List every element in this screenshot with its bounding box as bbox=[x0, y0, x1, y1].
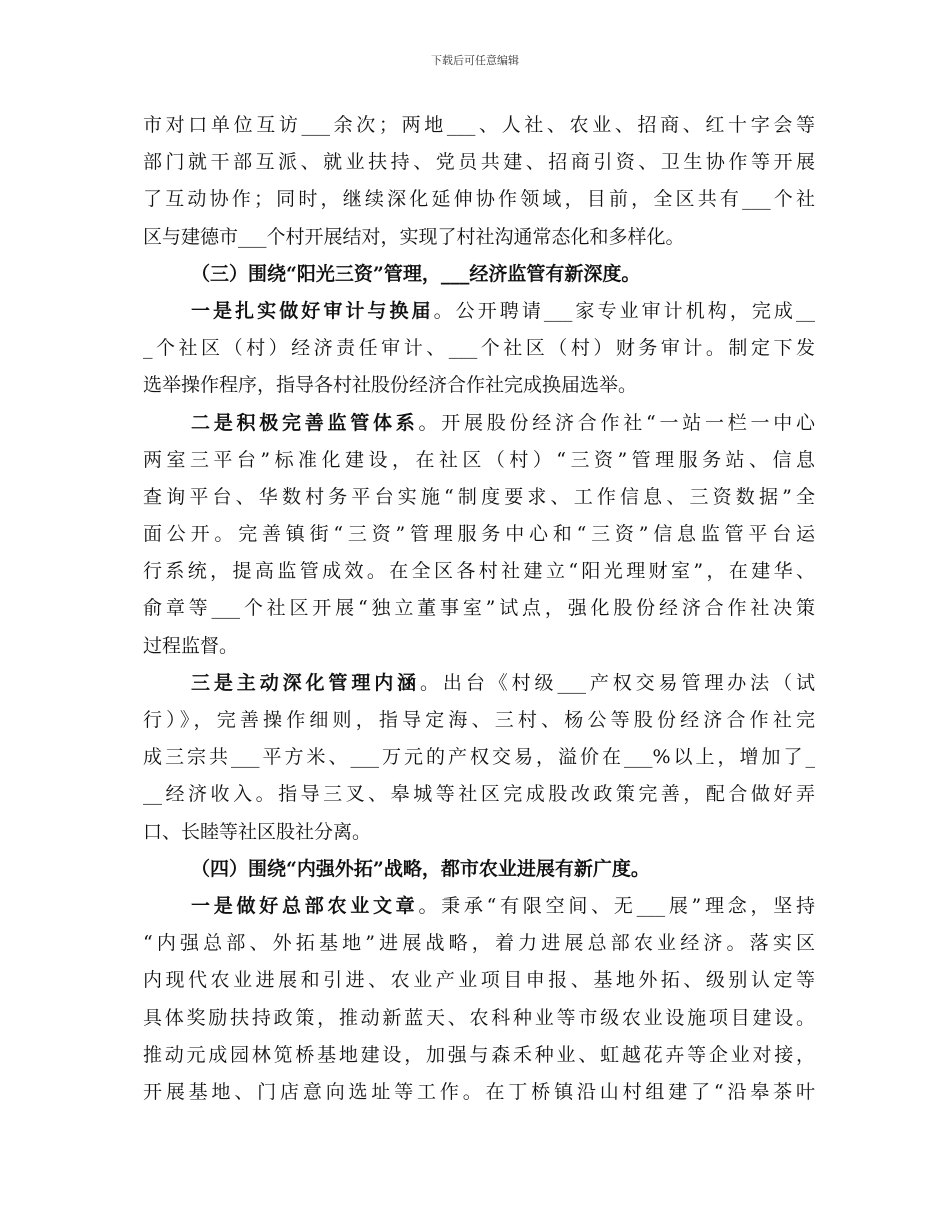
text-line: 开展基地、门店意向选址等工作。在丁桥镇沿山村组建了“沿皋茶叶 bbox=[143, 1080, 815, 1103]
text-line: 内现代农业进展和引进、农业产业项目申报、基地外拓、级别认定等 bbox=[143, 969, 815, 992]
text-line: 口、长睦等社区股社分离。 bbox=[143, 820, 372, 843]
text-line: 成三宗共___平方米、___万元的产权交易，溢价在___%以上，增加了_ bbox=[143, 746, 815, 769]
text-line: _个社区（村）经济责任审计、___个社区（村）财务审计。制定下发 bbox=[143, 337, 815, 360]
text-line: 区与建德市___个村开展结对，实现了村社沟通常态化和多样化。 bbox=[143, 225, 685, 248]
text-line: 推动元成园林笕桥基地建设，加强与森禾种业、虹越花卉等企业对接， bbox=[143, 1043, 815, 1066]
section-heading: （四）围绕“内强外拓”战略，都市农业进展有新广度。 bbox=[191, 857, 650, 880]
document-body bbox=[143, 107, 815, 1111]
text-line: 市对口单位互访___余次；两地___、人社、农业、招商、红十字会等 bbox=[143, 114, 815, 136]
text-line: 过程监督。 bbox=[143, 634, 239, 657]
text-line: 面公开。完善镇街“三资”管理服务中心和“三资”信息监管平台运 bbox=[143, 523, 815, 546]
text-line: 选举操作程序，指导各村社股份经济合作社完成换届选举。 bbox=[143, 374, 638, 397]
text-line: “内强总部、外拓基地”进展战略，着力进展总部农业经济。落实区 bbox=[143, 932, 815, 955]
paragraph-lead: 三是主动深化管理内涵 bbox=[191, 671, 421, 694]
text-line: 了互动协作；同时，继续深化延伸协作领域，目前，全区共有___个社 bbox=[143, 188, 815, 211]
paragraph-first-line: 二是积极完善监管体系。开展股份经济合作社“一站一栏一中心 bbox=[191, 411, 815, 434]
paragraph-first-line: 三是主动深化管理内涵。出台《村级___产权交易管理办法（试 bbox=[191, 671, 815, 694]
text-line: 行系统，提高监管成效。在全区各村社建立“阳光理财室”，在建华、 bbox=[143, 560, 815, 583]
text-line: 行）》，完善操作细则，指导定海、三村、杨公等股份经济合作社完 bbox=[143, 709, 815, 731]
paragraph-first-line: 一是扎实做好审计与换届。公开聘请___家专业审计机构，完成__ bbox=[191, 299, 815, 322]
paragraph-first-line: 一是做好总部农业文章。秉承“有限空间、无___展”理念，坚持 bbox=[191, 894, 815, 917]
text-line: __经济收入。指导三叉、皋城等社区完成股改政策完善，配合做好弄 bbox=[143, 783, 815, 806]
text-line: 查询平台、华数村务平台实施“制度要求、工作信息、三资数据”全 bbox=[143, 485, 815, 508]
text-line: 具体奖励扶持政策，推动新蓝天、农科种业等市级农业设施项目建设。 bbox=[143, 1006, 815, 1029]
section-heading: （三）围绕“阳光三资”管理，___经济监管有新深度。 bbox=[191, 262, 641, 285]
text-line: 部门就干部互派、就业扶持、党员共建、招商引资、卫生协作等开展 bbox=[143, 151, 815, 174]
paragraph-lead: 一是扎实做好审计与换届 bbox=[191, 299, 434, 322]
page-header: 下载后可任意编辑 bbox=[431, 54, 519, 67]
text-line: 两室三平台”标准化建设，在社区（村）“三资”管理服务站、信息 bbox=[143, 448, 815, 471]
text-line: 俞章等___个社区开展“独立董事室”试点，强化股份经济合作社决策 bbox=[143, 597, 815, 620]
paragraph-lead: 一是做好总部农业文章 bbox=[191, 894, 419, 917]
paragraph-lead: 二是积极完善监管体系 bbox=[191, 411, 419, 434]
